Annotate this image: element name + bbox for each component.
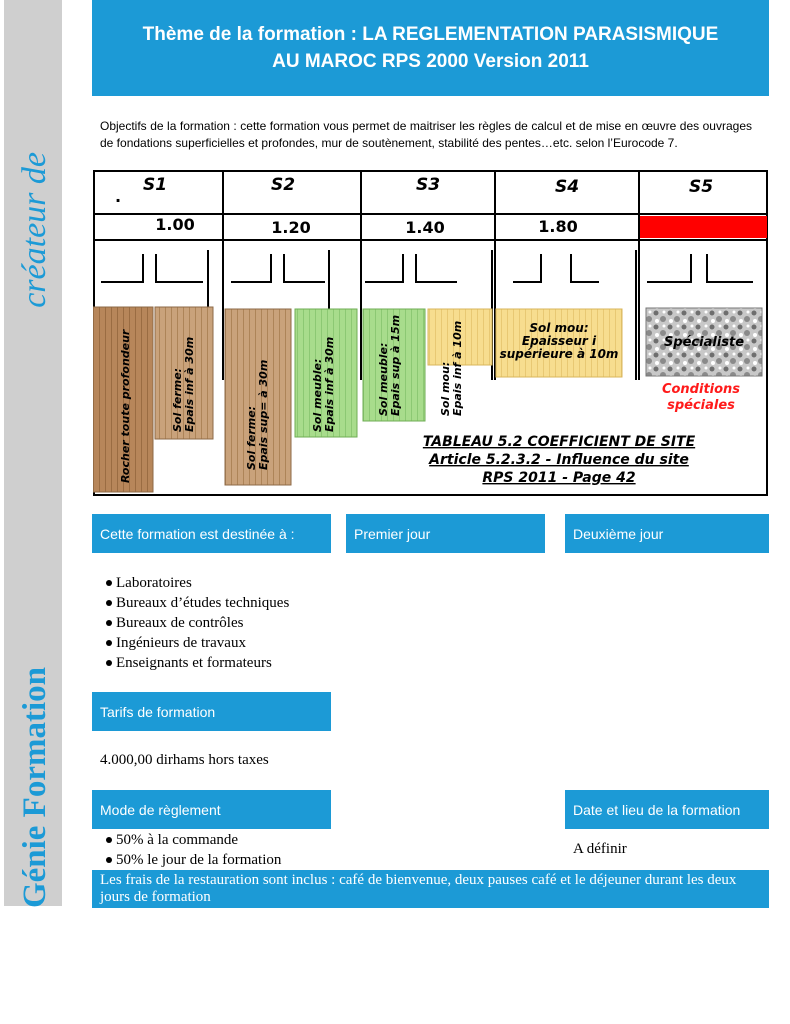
pricing-heading: Tarifs de formation — [100, 703, 216, 720]
payment-item: 50% à la commande — [116, 832, 239, 848]
bullet-icon — [106, 620, 112, 626]
catering-note: Les frais de la restauration sont inclus : café de bienvenue, deux pauses café et le déjeuner durant les deux jours de formation — [100, 872, 737, 905]
bullet-icon — [106, 640, 112, 646]
list-item — [106, 573, 289, 593]
soil-label: Sol mou: Epaisseur i supérieure à 10m — [499, 321, 619, 361]
side-text-top — [10, 8, 60, 308]
title-line-2: AU MAROC RPS 2000 Version 2011 — [272, 51, 589, 72]
list-item — [106, 593, 289, 613]
audience-item: Ingénieurs de travaux — [116, 635, 246, 651]
audience-item: Enseignants et formateurs — [116, 655, 272, 671]
page-title — [111, 21, 751, 75]
site-label: S4 — [554, 177, 580, 197]
payment-heading: Mode de règlement — [100, 801, 221, 818]
coefficient-value: 1.40 — [405, 218, 445, 237]
day1-heading-box — [346, 514, 545, 553]
day1-heading: Premier jour — [354, 525, 431, 542]
list-item — [106, 613, 289, 633]
list-item — [106, 653, 289, 673]
pricing-heading-box — [92, 692, 331, 731]
audience-item: Laboratoires — [116, 575, 192, 591]
site-label: S5 — [688, 177, 714, 197]
special-site-marker — [640, 216, 767, 238]
site-label: S2 — [270, 175, 296, 195]
date-place-value: A définir — [573, 841, 627, 857]
audience-item: Bureaux d’études techniques — [116, 595, 290, 611]
list-item — [106, 633, 289, 653]
coefficient-value: 1.00 — [155, 215, 195, 234]
soil-label: Sol mou:Epais inf à 10m — [439, 320, 464, 416]
objectives-text: Objectifs de la formation : cette formation vous permet de maitriser les règles de calcul et de mise en œuvre des ouvrages de fondations superficielles et profondes, mur de soutènement, stabilité des pentes…etc. selon l’Eurocode 7. — [100, 119, 752, 150]
soil-label: Sol ferme:Epais sup= à 30m — [245, 359, 270, 470]
day2-heading: Deuxième jour — [573, 525, 664, 542]
audience-item: Bureaux de contrôles — [116, 615, 244, 631]
date-place-heading: Date et lieu de la formation — [573, 801, 741, 818]
soil-label: Rocher toute profondeur — [119, 329, 132, 483]
coefficient-value: 1.80 — [538, 217, 578, 236]
bullet-icon — [106, 660, 112, 666]
payment-item: 50% le jour de la formation — [116, 852, 282, 868]
audience-list — [106, 573, 289, 673]
soil-label: Spécialiste — [663, 335, 745, 350]
figure-caption-line-3: RPS 2011 - Page 42 — [482, 470, 636, 486]
figure-corner-mark: . — [115, 187, 122, 206]
pricing-value: 4.000,00 dirhams hors taxes — [100, 752, 269, 768]
list-item — [106, 830, 281, 850]
soil-label: Sol ferme:Epais inf à 30m — [171, 336, 196, 432]
soil-label: Sol meuble:Epais inf à 30m — [311, 336, 336, 432]
side-text-bottom-label: Génie Formation — [16, 666, 53, 908]
special-conditions-label: Conditions spéciales — [661, 382, 741, 413]
payment-heading-box — [92, 790, 331, 829]
figure-caption-line-2: Article 5.2.3.2 - Influence du site — [429, 452, 689, 468]
side-text-top-label: créateur de — [16, 152, 53, 308]
bullet-icon — [106, 580, 112, 586]
soil-label: Sol meuble:Epais sup à 15m — [377, 314, 402, 416]
catering-note-band — [92, 870, 769, 908]
site-coefficient-diagram — [93, 170, 768, 496]
bullet-icon — [106, 857, 112, 863]
site-label: S3 — [415, 175, 441, 195]
side-text-bottom — [10, 600, 60, 908]
figure-caption-line-1: TABLEAU 5.2 COEFFICIENT DE SITE — [422, 434, 696, 450]
site-label: S1 — [142, 175, 168, 195]
day2-heading-box — [565, 514, 769, 553]
date-place-heading-box — [565, 790, 769, 829]
coefficient-value: 1.20 — [271, 218, 311, 237]
title-banner — [92, 0, 769, 96]
title-line-1: Thème de la formation : LA REGLEMENTATION PARASISMIQUE — [142, 24, 719, 45]
payment-list — [106, 830, 281, 870]
audience-heading: Cette formation est destinée à : — [100, 525, 295, 542]
bullet-icon — [106, 837, 112, 843]
audience-heading-box — [92, 514, 331, 553]
bullet-icon — [106, 600, 112, 606]
site-coefficient-figure — [93, 170, 768, 496]
list-item — [106, 850, 281, 870]
